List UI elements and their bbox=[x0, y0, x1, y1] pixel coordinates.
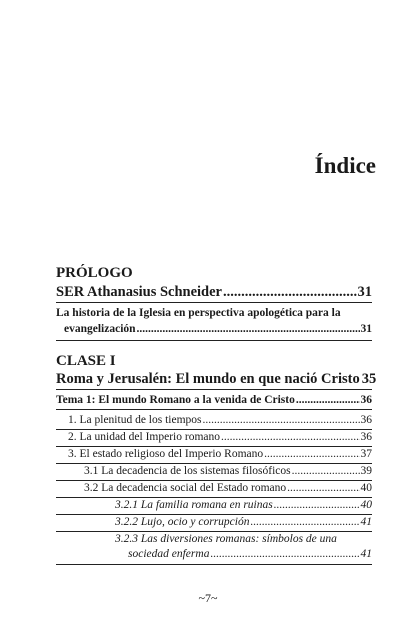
toc-entry-text: SER Athanasius Schneider bbox=[56, 284, 222, 300]
dot-leader bbox=[274, 500, 360, 512]
dot-leader bbox=[210, 549, 359, 561]
toc-entry-text-line1: 3.2.3 Las diversiones romanas: símbolos de una bbox=[115, 533, 337, 545]
toc-entry-text: sociedad enferma bbox=[128, 548, 210, 560]
toc-entry-page: 37 bbox=[360, 448, 372, 460]
toc-entry-page: 31 bbox=[360, 323, 372, 335]
toc-entry-page: 36 bbox=[360, 431, 372, 443]
dot-leader bbox=[137, 324, 360, 336]
toc-entry-item[interactable] bbox=[84, 466, 372, 478]
toc-entry-page: 40 bbox=[360, 499, 372, 511]
toc-entry-prologo-author[interactable] bbox=[56, 285, 372, 300]
toc-entry-text: 3.2.1 La familia romana en ruinas bbox=[115, 499, 273, 511]
toc-entry-item[interactable] bbox=[115, 517, 372, 529]
divider bbox=[56, 409, 372, 410]
toc-entry-text: evangelización bbox=[64, 323, 136, 335]
section-label-prologo: PRÓLOGO bbox=[56, 265, 133, 281]
dot-leader bbox=[287, 483, 359, 495]
dot-leader bbox=[296, 395, 360, 407]
divider bbox=[56, 302, 372, 303]
divider bbox=[56, 389, 372, 390]
divider bbox=[56, 463, 372, 464]
toc-entry-item[interactable] bbox=[115, 500, 372, 512]
toc-entry-item[interactable] bbox=[68, 449, 372, 461]
divider bbox=[56, 480, 372, 481]
dot-leader bbox=[203, 415, 360, 427]
section-label-clase-1: CLASE I bbox=[56, 353, 116, 369]
toc-entry-clase-1-heading[interactable] bbox=[56, 371, 377, 387]
dot-leader bbox=[250, 517, 359, 529]
toc-entry-text: Tema 1: El mundo Romano a la venida de Cristo bbox=[56, 394, 295, 406]
dot-leader bbox=[223, 285, 357, 300]
toc-entry-page: 41 bbox=[360, 548, 372, 560]
toc-entry-text: 1. La plenitud de los tiempos bbox=[68, 414, 202, 426]
toc-entry-page: 35 bbox=[361, 371, 377, 387]
toc-entry-item[interactable] bbox=[68, 432, 372, 444]
toc-entry-text: 3.2 La decadencia social del Estado romano bbox=[84, 482, 287, 494]
toc-entry-page: 40 bbox=[360, 482, 372, 494]
page-title: Índice bbox=[314, 153, 376, 178]
toc-entry-tema-1[interactable] bbox=[56, 395, 372, 407]
divider bbox=[56, 497, 372, 498]
divider bbox=[56, 564, 372, 565]
toc-entry-page: 41 bbox=[360, 516, 372, 528]
toc-entry-page: 39 bbox=[360, 465, 372, 477]
divider bbox=[56, 340, 372, 341]
toc-entry-item[interactable] bbox=[128, 549, 372, 561]
toc-entry-item[interactable] bbox=[84, 483, 372, 495]
dot-leader bbox=[264, 449, 359, 461]
toc-entry-text: 3.1 La decadencia de los sistemas filosóficos bbox=[84, 465, 291, 477]
toc-entry-page: 31 bbox=[357, 284, 372, 300]
divider bbox=[56, 531, 372, 532]
toc-entry-text: 3.2.2 Lujo, ocio y corrupción bbox=[115, 516, 250, 528]
toc-entry-page: 36 bbox=[360, 414, 372, 426]
toc-entry-text: Roma y Jerusalén: El mundo en que nació Cristo bbox=[56, 371, 360, 387]
page-number: ~7~ bbox=[198, 591, 218, 605]
divider bbox=[56, 429, 372, 430]
toc-entry-text-line1: La historia de la Iglesia en perspectiva apologética para la bbox=[56, 307, 341, 319]
toc-entry-text: 3. El estado religioso del Imperio Romano bbox=[68, 448, 264, 460]
divider bbox=[56, 446, 372, 447]
toc-entry-item[interactable] bbox=[68, 415, 372, 427]
divider bbox=[56, 514, 372, 515]
dot-leader bbox=[292, 466, 360, 478]
toc-entry-text: 2. La unidad del Imperio romano bbox=[68, 431, 221, 443]
toc-entry-page: 36 bbox=[360, 394, 372, 406]
dot-leader bbox=[221, 432, 359, 444]
toc-entry-prologo-historia[interactable] bbox=[64, 324, 372, 336]
